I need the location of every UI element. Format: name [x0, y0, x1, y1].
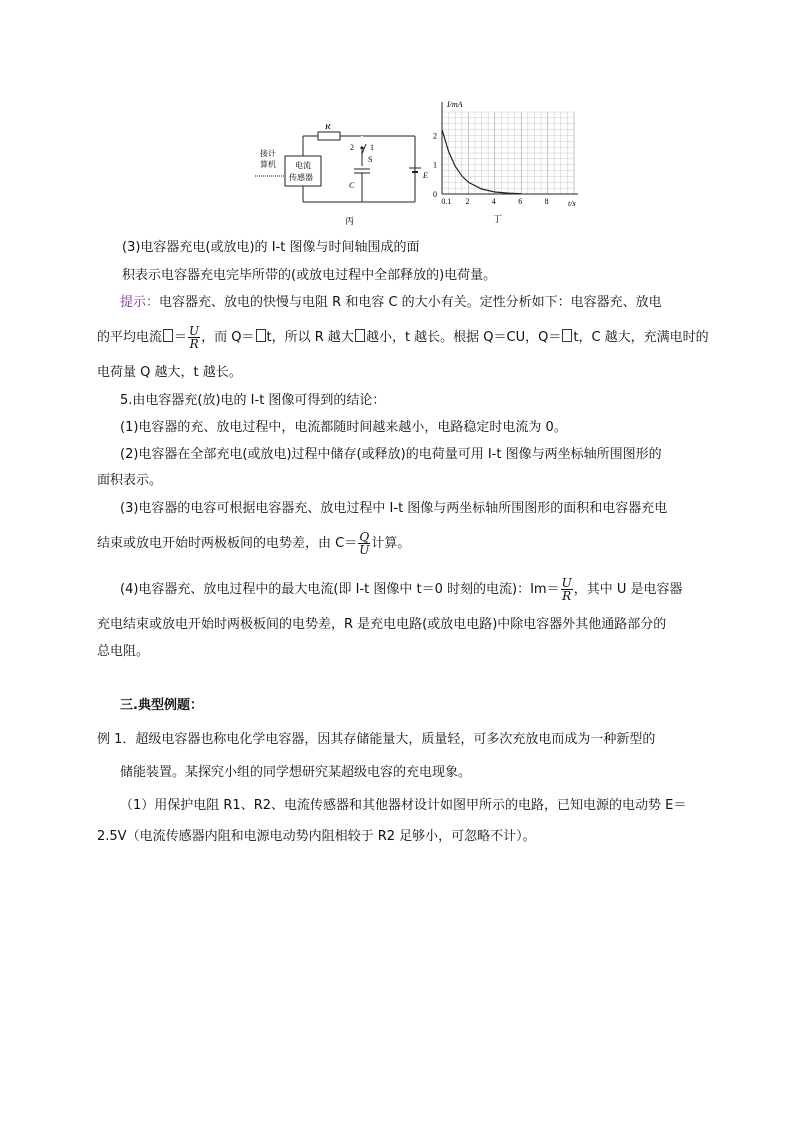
example1-line1: 例 1．超级电容器也称电化学电容器，因其存储能量大，质量轻，可多次充放电而成为一种新型的 [97, 732, 656, 747]
hint-frac-num: U [189, 324, 200, 338]
label-computer-2: 算机 [260, 160, 276, 169]
imax-fraction [561, 577, 573, 602]
label-C: C [349, 181, 355, 190]
hint-fraction [188, 325, 200, 350]
s5-c4a: (4)电容器充、放电过程中的最大电流(即 I-t 图像中 t＝0 时刻的电流)：Im＝ [120, 582, 560, 597]
it-graph [428, 98, 588, 230]
s5-title: 5.由电容器充(放)电的 I-t 图像可得到的结论： [120, 393, 386, 408]
hint-text2c: t，所以 R 越大 [266, 330, 354, 345]
label-sensor-2: 传感器 [289, 173, 313, 182]
s5-c3b: 结束或放电开始时两极板间的电势差，由 C＝ [97, 536, 358, 551]
i-bar-symbol-3 [355, 329, 365, 342]
y-tick-label: 2 [433, 131, 437, 141]
y-tick-label: 1 [433, 160, 437, 170]
hint-text2a: 的平均电流 [97, 330, 163, 345]
x-tick-label: 8 [544, 197, 549, 206]
p3-line1: (3)电容器充电(或放电)的 I-t 图像与时间轴围成的面 [122, 240, 420, 255]
hint-text2d: 越小，t 越长。根据 Q＝CU，Q＝ [365, 330, 562, 345]
s5-c4d: 总电阻。 [97, 644, 150, 659]
s5-c4a-line [120, 574, 682, 606]
hint-label: 提示： [120, 295, 160, 310]
p3-line2: 积表示电容器充电完毕所带的(或放电过程中全部释放的)电荷量。 [122, 268, 497, 283]
s5-c4c: 充电结束或放电开始时两极板间的电势差，R 是充电电路(或放电电路)中除电容器外其他通路部分的 [97, 617, 667, 632]
i-bar-symbol [163, 329, 173, 342]
circuit-diagram [250, 124, 440, 226]
y-axis-label: I/mA [447, 100, 463, 109]
s5-c2a: (2)电容器在全部充电(或放电)过程中储存(或释放)的电荷量可用 I-t 图像与两坐标轴所围图形的 [120, 447, 662, 462]
capacitance-fraction [358, 531, 370, 556]
label-R: R [325, 124, 331, 131]
c4-frac-den: R [562, 589, 572, 603]
hint-line2: 的平均电流 ＝ $\frac{U}{R}$ ，而 Q＝ t，所以 R 越大 越小，t 越长。根据 Q＝CU，Q＝ t，C 越大，充满电时的 [97, 324, 709, 351]
label-E: E [423, 171, 428, 180]
hint-line3: 电荷量 Q 越大，t 越长。 [97, 365, 242, 380]
s5-c2b: 面积表示。 [97, 473, 163, 488]
s5-c4b: ，其中 U 是电容器 [573, 582, 683, 597]
x-tick-label: 4 [491, 197, 496, 206]
label-1: 1 [370, 143, 374, 152]
example1-line3: （1）用保护电阻 R1、R2、电流传感器和其他器材设计如图甲所示的电路，已知电源的电动势 E＝ [120, 798, 687, 813]
x-tick-label: 0.1 [441, 197, 452, 206]
section3-title: 三.典型例题： [120, 698, 203, 713]
label-2: 2 [350, 143, 354, 152]
caption-bing: 丙 [345, 216, 355, 226]
s5-c3a: (3)电容器的电容可根据电容器充、放电过程中 I-t 图像与两坐标轴所围图形的面积和电容器充电 [120, 501, 668, 516]
s5-c3b-line [97, 528, 410, 560]
label-sensor-1: 电流 [295, 161, 311, 170]
hint-text1: 电容器充、放电的快慢与电阻 R 和电容 C 的大小有关。定性分析如下：电容器充、放电 [159, 295, 662, 310]
hint-text2b: ，而 Q＝ [201, 330, 255, 345]
i-bar-symbol-2 [256, 329, 266, 342]
x-tick-label: 2 [465, 197, 470, 206]
i-bar-symbol-4 [562, 329, 572, 342]
hint-text2e: t，C 越大，充满电时的 [573, 330, 709, 345]
example1-line2: 储能装置。某探究小组的同学想研究某超级电容的充电现象。 [120, 765, 472, 780]
caption-ding: 丁 [493, 214, 503, 224]
c3-frac-num: Q [359, 530, 370, 544]
x-axis-label: t/s [568, 199, 576, 208]
example1-line4: 2.5V（电流传感器内阻和电源电动势内阻相较于 R2 足够小，可忽略不计）。 [97, 829, 536, 844]
label-computer-1: 接计 [260, 149, 276, 158]
hint-line1 [120, 294, 662, 312]
label-S: S [368, 155, 373, 164]
x-tick-label: 6 [518, 197, 523, 206]
hint-frac-den: R [189, 337, 199, 351]
resistor-symbol [318, 132, 340, 140]
s5-c1: (1)电容器的充、放电过程中，电流都随时间越来越小，电路稳定时电流为 0。 [120, 420, 567, 435]
c4-frac-num: U [561, 576, 572, 590]
c3-frac-den: U [359, 543, 370, 557]
s5-c3c: 计算。 [371, 536, 411, 551]
y-tick-label: 0 [433, 190, 437, 199]
